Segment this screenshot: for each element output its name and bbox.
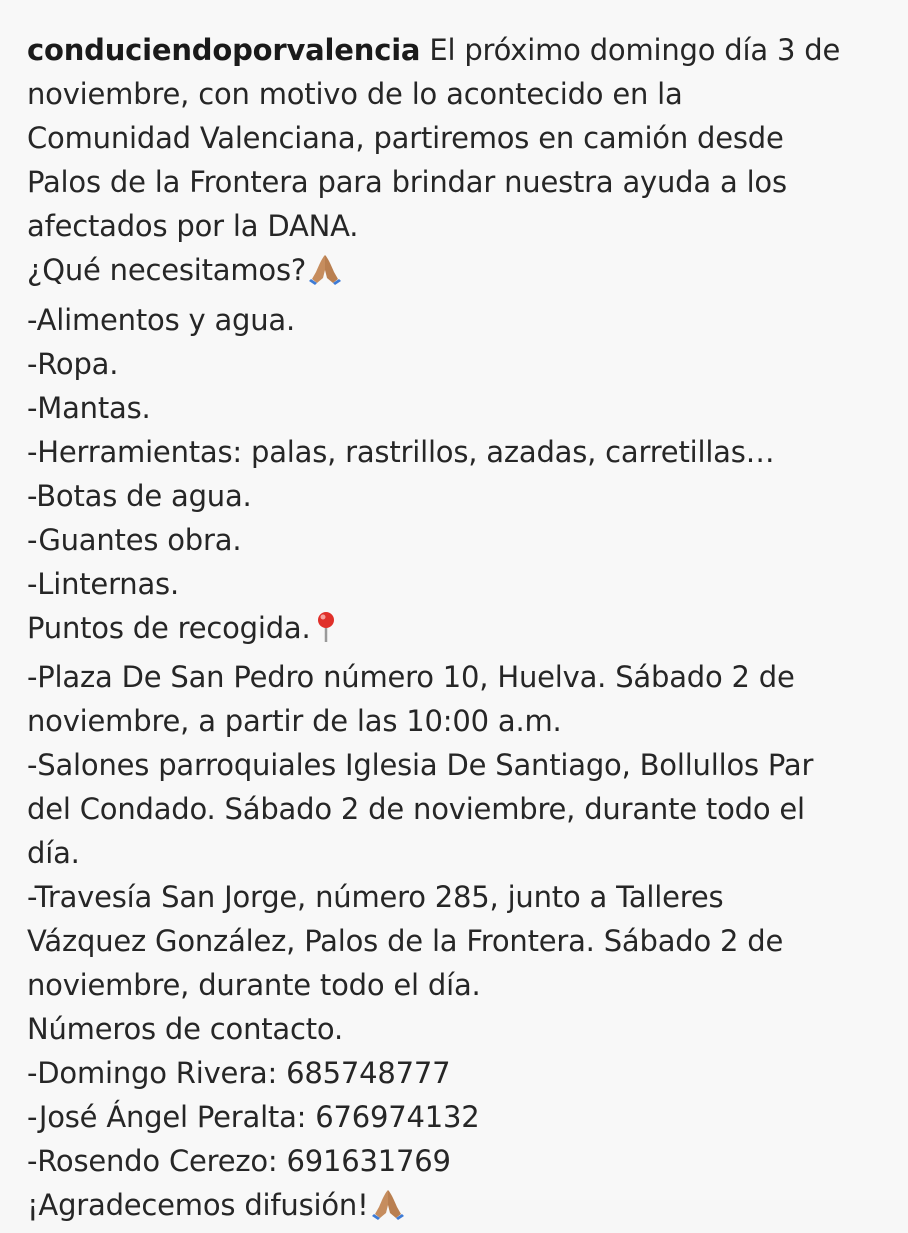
needs-item: -Alimentos y agua.	[27, 303, 296, 337]
intro-text-line: Palos de la Frontera para brindar nuestra ayuda a los	[27, 165, 787, 199]
points-heading	[27, 606, 887, 655]
folded-hands-icon	[371, 1187, 405, 1233]
intro-text-line: afectados por la DANA.	[27, 209, 359, 243]
pickup-point-line: del Condado. Sábado 2 de noviembre, durante todo el	[27, 792, 805, 826]
needs-heading	[27, 248, 887, 298]
pickup-point-line: -Plaza De San Pedro número 10, Huelva. Sábado 2 de	[27, 660, 795, 694]
pickup-point-line: Vázquez González, Palos de la Frontera. Sábado 2 de	[27, 924, 784, 958]
round-pushpin-icon	[315, 611, 337, 655]
pickup-point-line: noviembre, a partir de las 10:00 a.m.	[27, 704, 562, 738]
pickup-point-line: noviembre, durante todo el día.	[27, 968, 481, 1002]
contacts-heading: Números de contacto.	[27, 1012, 343, 1046]
folded-hands-icon	[308, 252, 342, 298]
needs-item: -Linternas.	[27, 567, 179, 601]
points-heading-text: Puntos de recogida.	[27, 611, 311, 645]
needs-item: -Ropa.	[27, 347, 119, 381]
caption-line-1	[27, 28, 887, 72]
contact-item: -Domingo Rivera: 685748777	[27, 1056, 451, 1090]
pickup-point-line: -Travesía San Jorge, número 285, junto a Talleres	[27, 880, 724, 914]
needs-item: -Mantas.	[27, 391, 151, 425]
needs-item: -Herramientas: palas, rastrillos, azadas, carretillas…	[27, 435, 775, 469]
needs-heading-text: ¿Qué necesitamos?	[27, 253, 307, 287]
intro-text-line: noviembre, con motivo de lo acontecido en la	[27, 77, 683, 111]
post-caption	[27, 28, 887, 1233]
pickup-point-line: día.	[27, 836, 80, 870]
contact-item: -Rosendo Cerezo: 691631769	[27, 1144, 451, 1178]
needs-item: -Guantes obra.	[27, 523, 242, 557]
closing-text: ¡Agradecemos difusión!	[27, 1188, 369, 1222]
contact-item: -José Ángel Peralta: 676974132	[27, 1100, 480, 1134]
closing-line	[27, 1183, 887, 1233]
username-link[interactable]: conduciendoporvalencia	[27, 33, 421, 67]
intro-text-line: El próximo domingo día 3 de	[420, 33, 841, 67]
intro-text-line: Comunidad Valenciana, partiremos en camión desde	[27, 121, 784, 155]
needs-item: -Botas de agua.	[27, 479, 252, 513]
pickup-point-line: -Salones parroquiales Iglesia De Santiago, Bollullos Par	[27, 748, 814, 782]
